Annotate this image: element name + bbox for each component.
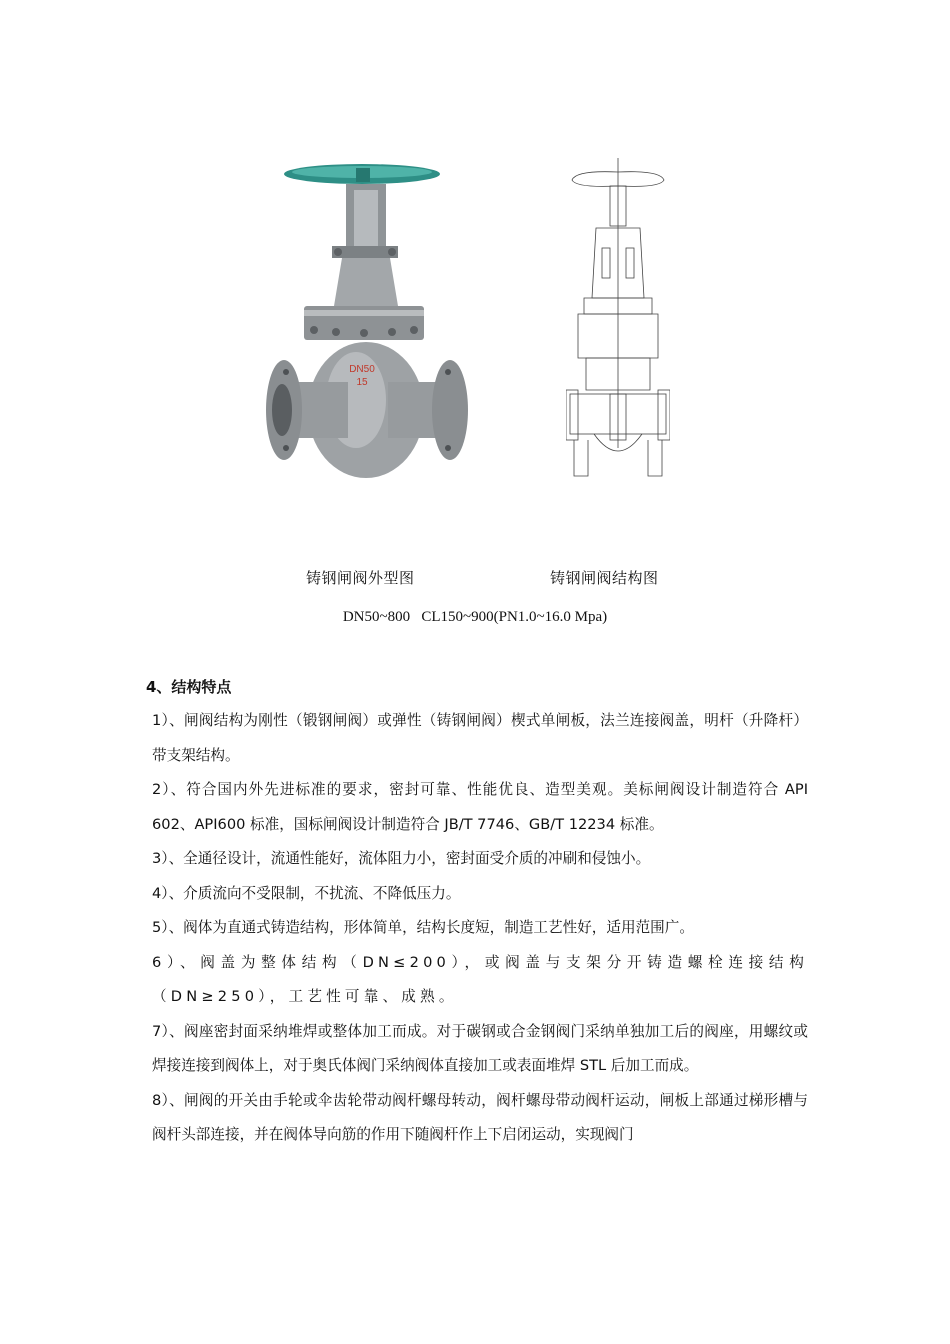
feature-item-4: 4）、介质流向不受限制，不扰流、不降低压力。 bbox=[152, 884, 461, 902]
figure-caption-structure: 铸钢闸阀结构图 bbox=[550, 569, 659, 587]
feature-item-3: 3）、全通径设计，流通性能好，流体阻力小，密封面受介质的冲刷和侵蚀小。 bbox=[152, 850, 651, 867]
gate-valve-structure-drawing bbox=[566, 158, 670, 490]
feature-item-7: 7）、阀座密封面采纳堆焊或整体加工而成。对于碳钢或合金钢阀门采纳单独加工后的阀座，用螺纹或焊接连接到阀体上，对于奥氏体阀门采纳阀体直接加工或表面堆焊 STL 后加工而成。 bbox=[152, 1022, 808, 1074]
feature-item-6: 6）、阀盖为整体结构（DN≤200），或阀盖与支架分开铸造螺栓连接结构（DN≥250），工艺性可靠、成熟。 bbox=[152, 953, 808, 1005]
section-heading: 4、结构特点 bbox=[146, 678, 232, 696]
gate-valve-photo bbox=[258, 160, 472, 492]
feature-list bbox=[152, 704, 808, 1153]
feature-item-5: 5）、阀体为直通式铸造结构，形体简单，结构长度短，制造工艺性好，适用范围广。 bbox=[152, 919, 694, 936]
figure-caption-exterior: 铸钢闸阀外型图 bbox=[306, 569, 415, 587]
valve-marking-pn: 15 bbox=[356, 377, 368, 388]
feature-item-8: 8）、闸阀的开关由手轮或伞齿轮带动阀杆螺母转动，阀杆螺母带动阀杆运动，闸板上部通过梯形槽与阀杆头部连接，并在阀体导向筋的作用下随阀杆作上下启闭运动，实现阀门 bbox=[152, 1091, 808, 1143]
feature-item-1: 1）、闸阀结构为刚性（锻钢闸阀）或弹性（铸钢闸阀）楔式单闸板，法兰连接阀盖，明杆（升降杆）带支架结构。 bbox=[152, 712, 808, 764]
feature-item-2: 2）、符合国内外先进标准的要求，密封可靠、性能优良、造型美观。美标闸阀设计制造符合 API 602、API600 标准，国标闸阀设计制造符合 JB/T 7746、GB/T 12234 标准。 bbox=[152, 781, 808, 833]
valve-marking-dn: DN50 bbox=[349, 364, 375, 375]
spec-range-text: DN50~800 CL150~900(PN1.0~16.0 Mpa) bbox=[342, 609, 608, 625]
